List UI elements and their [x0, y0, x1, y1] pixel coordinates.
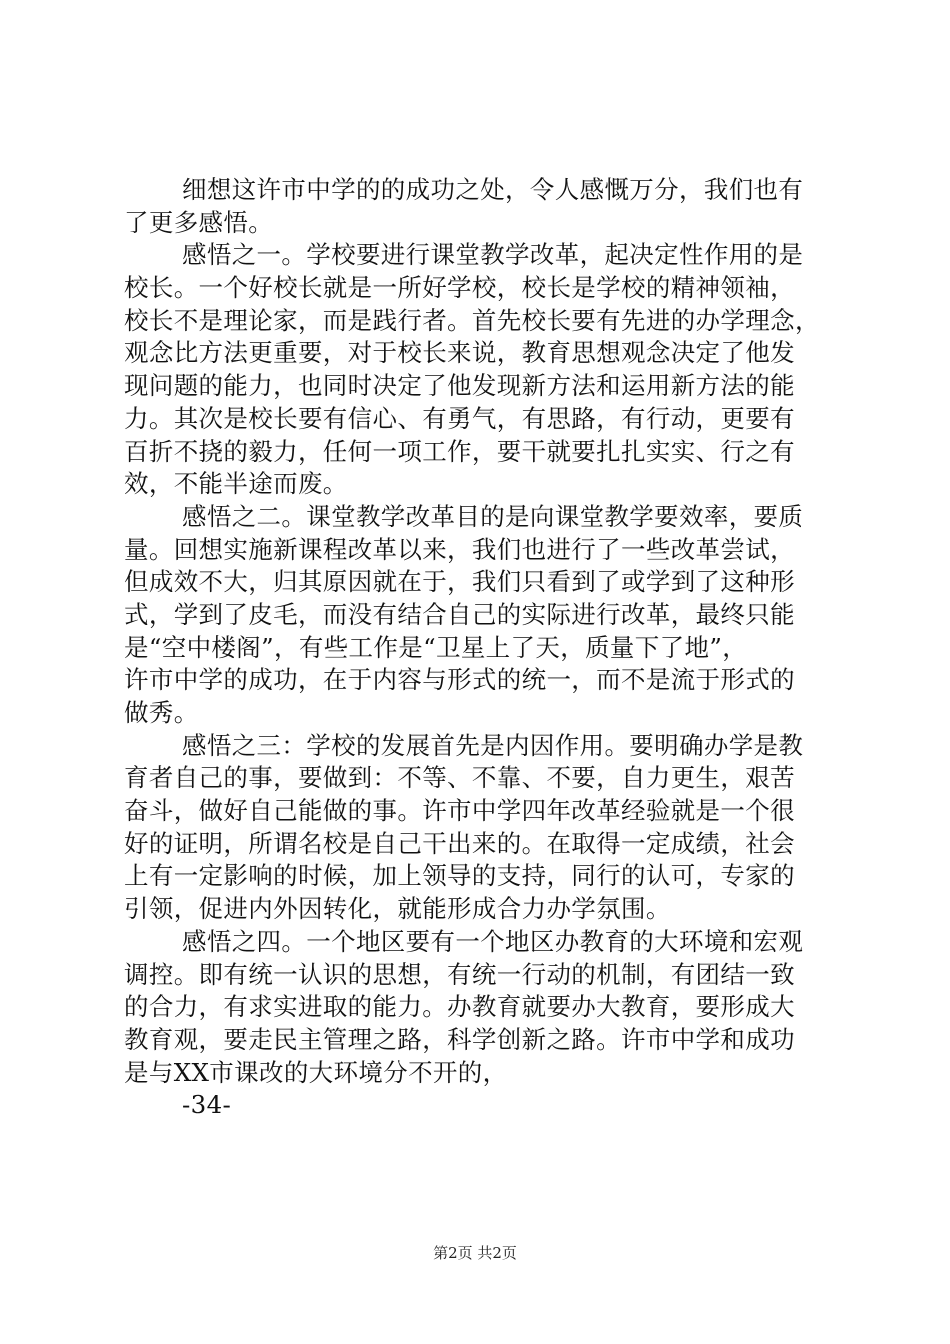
text-line-7: 现问题的能力，也同时决定了他发现新方法和运用新方法的能 — [124, 371, 795, 401]
text-line-21: 好的证明，所谓名校是自己干出来的。在取得一定成绩，社会 — [124, 828, 795, 858]
text-line-1: 细想这许市中学的的成功之处，令人感慨万分，我们也有 — [182, 175, 804, 204]
text-line-27: 教育观，要走民主管理之路，科学创新之路。许市中学和成功 — [124, 1024, 795, 1054]
text-line-6: 观念比方法更重要，对于校长来说，教育思想观念决定了他发 — [124, 338, 795, 368]
body-text — [124, 174, 836, 1122]
text-line-19: 育者自己的事，要做到：不等、不靠、不要，自力更生，艰苦 — [124, 763, 795, 793]
text-line-2: 了更多感悟。 — [124, 207, 274, 237]
text-line-20: 奋斗，做好自己能做的事。许市中学四年改革经验就是一个很 — [124, 796, 795, 826]
text-line-5: 校长不是理论家，而是践行者。首先校长要有先进的办学理念， — [124, 305, 820, 335]
footer-page-label: 第2页 共2页 — [433, 1244, 517, 1262]
text-line-28: 是与XX市课改的大环境分不开的， — [124, 1057, 508, 1087]
text-line-24: 感悟之四。一个地区要有一个地区办教育的大环境和宏观 — [182, 926, 804, 956]
text-line-23: 引领，促进内外因转化，就能形成合力办学氛围。 — [124, 894, 671, 924]
text-line-18: 感悟之三：学校的发展首先是内因作用。要明确办学是教 — [182, 730, 804, 760]
text-line-15: 是“空中楼阁”，有些工作是“卫星上了天，质量下了地”， — [124, 632, 748, 662]
text-line-22: 上有一定影响的时候，加上领导的支持，同行的认可，专家的 — [124, 861, 795, 891]
text-line-8: 力。其次是校长要有信心、有勇气，有思路，有行动，更要有 — [124, 403, 795, 433]
text-line-17: 做秀。 — [124, 698, 199, 727]
text-line-9: 百折不挠的毅力，任何一项工作，要干就要扎扎实实、行之有 — [124, 436, 795, 466]
text-line-16: 许市中学的成功，在于内容与形式的统一，而不是流于形式的 — [124, 665, 795, 695]
text-line-25: 调控。即有统一认识的思想，有统一行动的机制，有团结一致 — [124, 959, 795, 989]
text-line-10: 效，不能半途而废。 — [124, 469, 348, 499]
text-line-4: 校长。一个好校长就是一所好学校，校长是学校的精神领袖， — [124, 273, 795, 303]
text-line-3: 感悟之一。学校要进行课堂教学改革，起决定性作用的是 — [182, 240, 804, 270]
text-line-13: 但成效不大，归其原因就在于，我们只看到了或学到了这种形 — [124, 567, 795, 597]
inline-page-number: -34- — [182, 1090, 232, 1120]
text-line-26: 的合力，有求实进取的能力。办教育就要办大教育，要形成大 — [124, 992, 795, 1022]
text-line-11: 感悟之二。课堂教学改革目的是向课堂教学要效率，要质 — [182, 501, 804, 531]
text-line-14: 式，学到了皮毛，而没有结合自己的实际进行改革，最终只能 — [124, 599, 795, 629]
text-line-12: 量。回想实施新课程改革以来，我们也进行了一些改革尝试， — [124, 534, 795, 564]
